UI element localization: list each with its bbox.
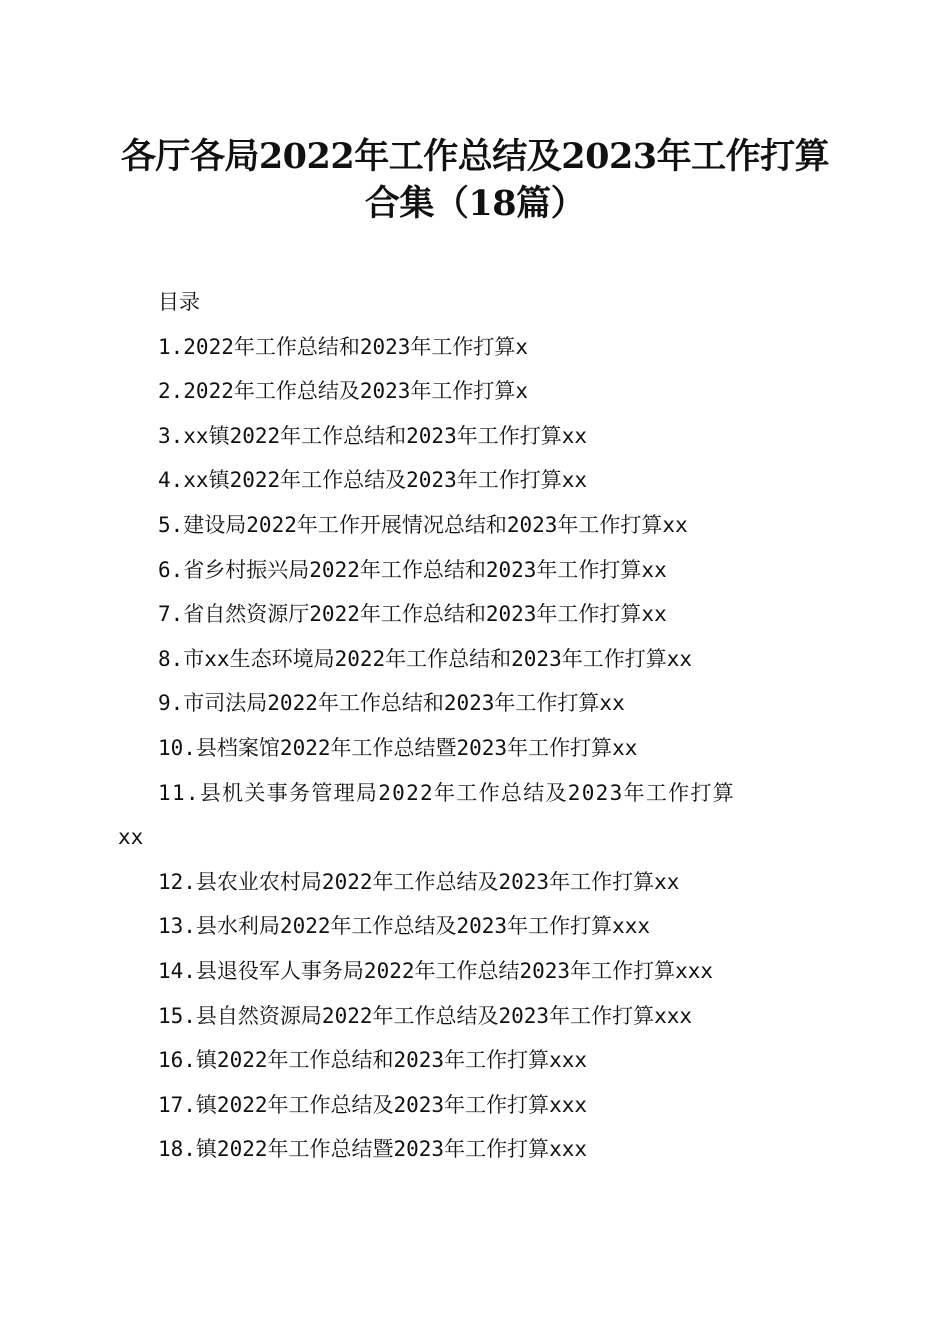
- toc-item: 17.镇2022年工作总结及2023年工作打算xxx: [158, 1092, 588, 1117]
- title-line-2: 合集（18篇）: [364, 183, 586, 224]
- toc-item: 15.县自然资源局2022年工作总结及2023年工作打算xxx: [158, 1003, 693, 1028]
- toc-item: 8.市xx生态环境局2022年工作总结和2023年工作打算xx: [158, 646, 693, 671]
- toc-item: 18.镇2022年工作总结暨2023年工作打算xxx: [158, 1137, 588, 1162]
- toc-item: 2.2022年工作总结及2023年工作打算x: [158, 379, 529, 404]
- title-line-1: 各厅各局2022年工作总结及2023年工作打算: [120, 136, 830, 177]
- toc-item-wrapped: [118, 771, 838, 816]
- toc-item-11-continuation: xx: [118, 825, 144, 850]
- toc-item: 9.市司法局2022年工作总结和2023年工作打算xx: [158, 691, 625, 716]
- toc-item: 13.县水利局2022年工作总结及2023年工作打算xxx: [158, 914, 651, 939]
- toc-item: 6.省乡村振兴局2022年工作总结和2023年工作打算xx: [158, 557, 667, 582]
- toc-item: 12.县农业农村局2022年工作总结及2023年工作打算xx: [158, 869, 680, 894]
- toc-item: 14.县退役军人事务局2022年工作总结2023年工作打算xxx: [158, 958, 714, 983]
- toc-item: 1.2022年工作总结和2023年工作打算x: [158, 334, 529, 359]
- document-title: [60, 133, 890, 227]
- toc-item: 7.省自然资源厅2022年工作总结和2023年工作打算xx: [158, 602, 667, 627]
- toc-item-11-text: 11.县机关事务管理局2022年工作总结及2023年工作打算: [158, 780, 736, 805]
- toc-item: 10.县档案馆2022年工作总结暨2023年工作打算xx: [158, 735, 638, 760]
- toc-item: 4.xx镇2022年工作总结及2023年工作打算xx: [158, 468, 588, 493]
- toc-item: 5.建设局2022年工作开展情况总结和2023年工作打算xx: [158, 512, 688, 537]
- toc-item: 16.镇2022年工作总结和2023年工作打算xxx: [158, 1048, 588, 1073]
- toc-heading: 目录: [158, 290, 200, 314]
- table-of-contents: [118, 280, 838, 1172]
- toc-item: 3.xx镇2022年工作总结和2023年工作打算xx: [158, 423, 588, 448]
